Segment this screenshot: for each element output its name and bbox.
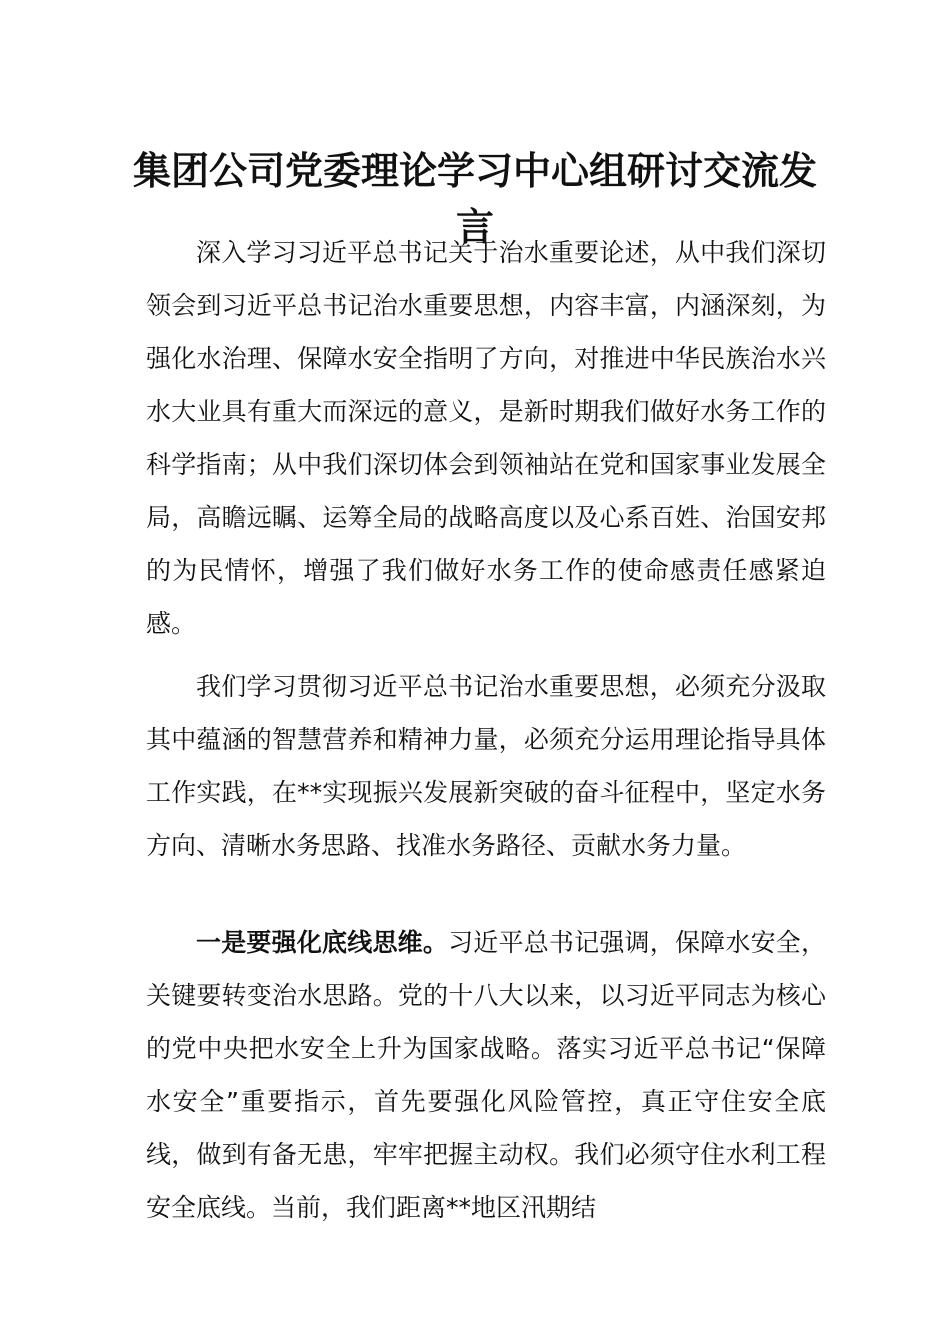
paragraph-3 bbox=[146, 916, 826, 1234]
paragraph-2 bbox=[146, 660, 826, 872]
document-title: 集团公司党委理论学习中心组研讨交流发言 bbox=[132, 148, 817, 250]
paragraph-1-text: 深入学习习近平总书记关于治水重要论述，从中我们深切领会到习近平总书记治水重要思想，内容丰富，内涵深刻，为强化水治理、保障水安全指明了方向，对推进中华民族治水兴水大业具有重大而深远的意义，是新时期我们做好水务工作的科学指南；从中我们深切体会到领袖站在党和国家事业发展全局，高瞻远瞩、运筹全局的战略高度以及心系百姓、治国安邦的为民情怀，增强了我们做好水务工作的使命感责任感紧迫感。 bbox=[146, 238, 826, 638]
paragraph-3-text: 习近平总书记强调，保障水安全，关键要转变治水思路。党的十八大以来，以习近平同志为核心的党中央把水安全上升为国家战略。落实习近平总书记“保障水安全”重要指示，首先要强化风险管控，真正守住安全底线，做到有备无患，牢牢把握主动权。我们必须守住水利工程安全底线。当前，我们距离**地区汛期结 bbox=[146, 928, 826, 1222]
paragraph-1 bbox=[146, 226, 826, 650]
paragraph-2-text: 我们学习贯彻习近平总书记治水重要思想，必须充分汲取其中蕴涵的智慧营养和精神力量，必须充分运用理论指导具体工作实践，在**实现振兴发展新突破的奋斗征程中，坚定水务方向、清晰水务思路、找准水务路径、贡献水务力量。 bbox=[146, 672, 826, 860]
paragraph-3-lead: 一是要强化底线思维。 bbox=[196, 928, 449, 957]
